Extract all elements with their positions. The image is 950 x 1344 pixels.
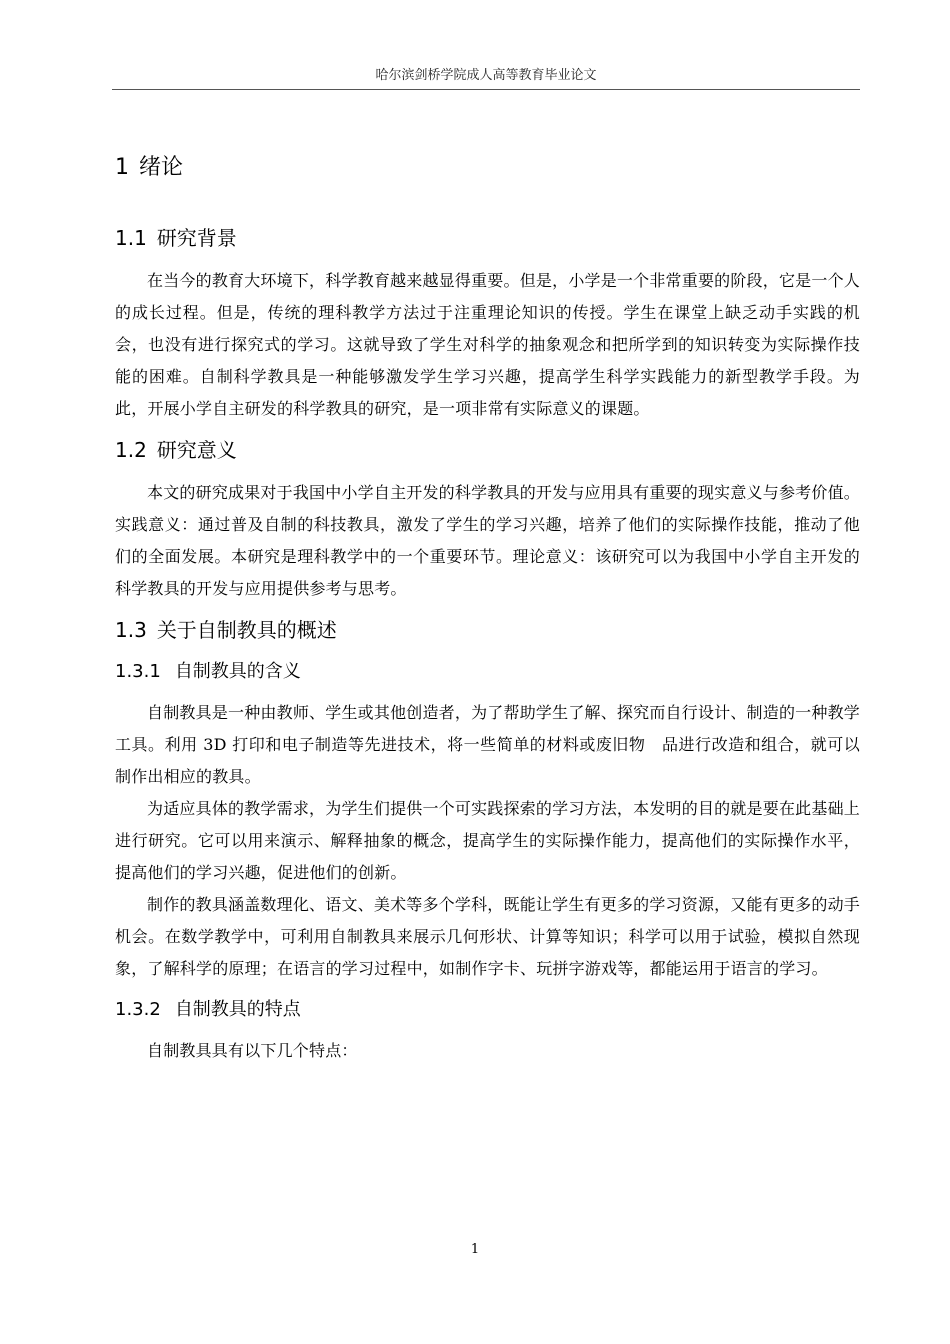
chapter-heading bbox=[115, 150, 860, 181]
running-header: 哈尔滨剑桥学院成人高等教育毕业论文 bbox=[375, 68, 597, 83]
subsection-title: 自制教具的特点 bbox=[174, 999, 301, 1020]
header-rule bbox=[112, 89, 860, 90]
subsection-heading-1-3-1 bbox=[115, 657, 860, 687]
paragraph-meaning-2: 为适应具体的教学需求，为学生们提供一个可实践探索的学习方法，本发明的目的就是要在此基础上进行研究。它可以用来演示、解释抽象的概念，提高学生的实际操作能力，提高他们的实际操作水平，提高他们的学习兴趣，促进他们的创新。 bbox=[115, 799, 860, 882]
section-title: 研究背景 bbox=[156, 226, 237, 250]
paragraph-significance: 本文的研究成果对于我国中小学自主开发的科学教具的开发与应用具有重要的现实意义与参考价值。实践意义：通过普及自制的科技教具，激发了学生的学习兴趣，培养了他们的实际操作技能，推动了他们的全面发展。本研究是理科教学中的一个重要环节。理论意义：该研究可以为我国中小学自主开发的科学教具的开发与应用提供参考与思考。 bbox=[115, 483, 860, 598]
paragraph-meaning-3: 制作的教具涵盖数理化、语文、美术等多个学科，既能让学生有更多的学习资源，又能有更多的动手机会。在数学教学中，可利用自制教具来展示几何形状、计算等知识；科学可以用于试验，模拟自然现象，了解科学的原理；在语言的学习过程中，如制作字卡、玩拼字游戏等，都能运用于语言的学习。 bbox=[115, 895, 860, 978]
section-number: 1.3 bbox=[115, 618, 147, 642]
section-heading-1-2 bbox=[115, 435, 860, 465]
section-title: 研究意义 bbox=[156, 438, 237, 462]
paragraph-features: 自制教具具有以下几个特点： bbox=[147, 1041, 358, 1060]
paragraph-meaning-1: 自制教具是一种由教师、学生或其他创造者，为了帮助学生了解、探究而自行设计、制造的一种教学工具。利用 3D 打印和电子制造等先进技术，将一些简单的材料或废旧物 品进行改造和组合，就可以制作出相应的教具。 bbox=[115, 703, 860, 786]
paragraph-background: 在当今的教育大环境下，科学教育越来越显得重要。但是，小学是一个非常重要的阶段，它是一个人的成长过程。但是，传统的理科教学方法过于注重理论知识的传授。学生在课堂上缺乏动手实践的机会，也没有进行探究式的学习。这就导致了学生对科学的抽象观念和把所学到的知识转变为实际操作技能的困难。自制科学教具是一种能够激发学生学习兴趣，提高学生科学实践能力的新型教学手段。为此，开展小学自主研发的科学教具的研究，是一项非常有实际意义的课题。 bbox=[115, 271, 860, 418]
section-heading-1-3 bbox=[115, 615, 860, 645]
subsection-heading-1-3-2 bbox=[115, 995, 860, 1025]
page-number: 1 bbox=[470, 1242, 480, 1257]
section-title: 关于自制教具的概述 bbox=[156, 618, 337, 642]
chapter-title: 绪论 bbox=[139, 155, 184, 180]
chapter-number: 1 bbox=[115, 155, 129, 180]
section-heading-1-1 bbox=[115, 223, 860, 253]
section-number: 1.1 bbox=[115, 226, 147, 250]
subsection-number: 1.3.1 bbox=[115, 661, 161, 682]
page-body bbox=[115, 140, 860, 1067]
subsection-title: 自制教具的含义 bbox=[174, 661, 301, 682]
subsection-number: 1.3.2 bbox=[115, 999, 161, 1020]
section-number: 1.2 bbox=[115, 438, 147, 462]
